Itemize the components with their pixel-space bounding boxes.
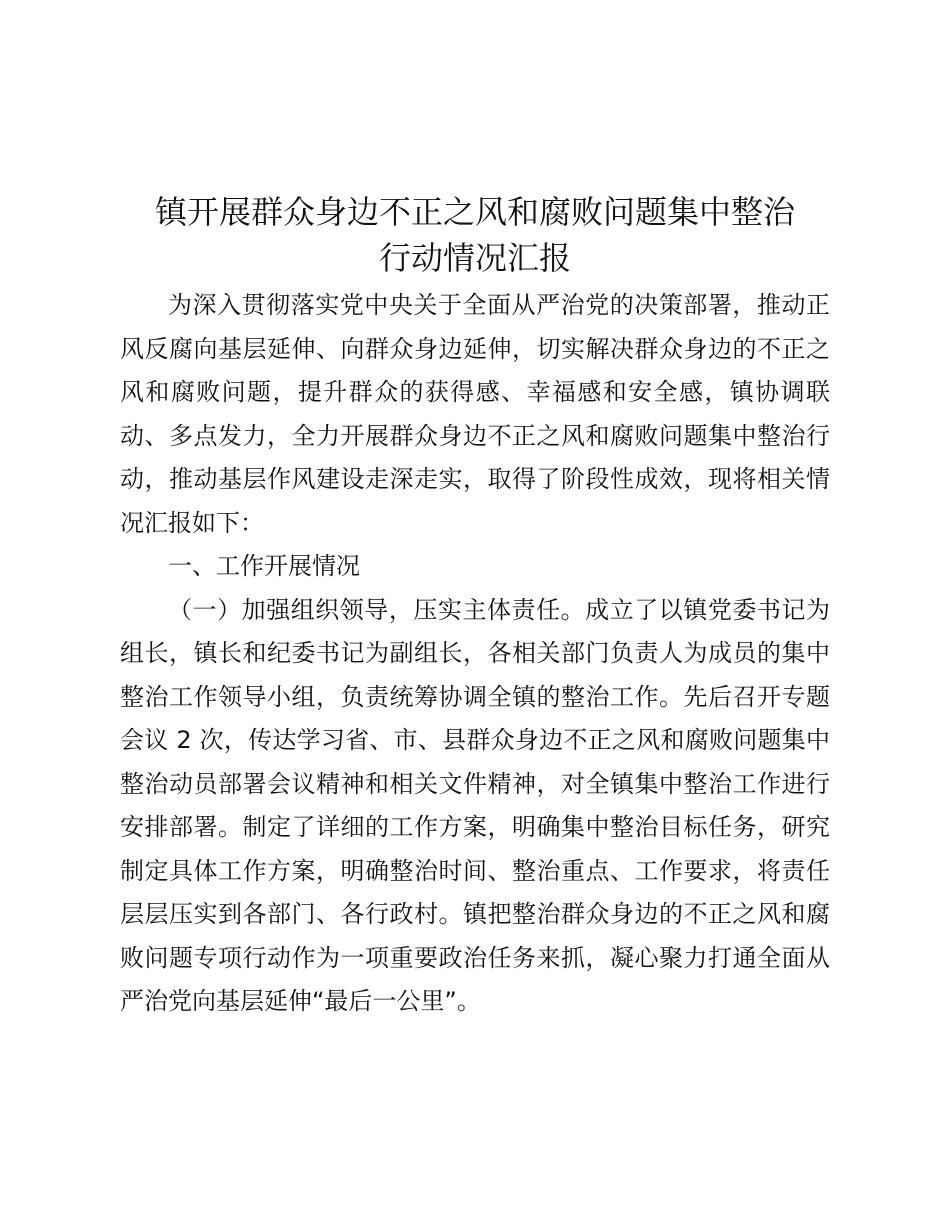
title-line-2: 行动情况汇报 xyxy=(378,239,571,278)
intro-paragraph: 为深入贯彻落实党中央关于全面从严治党的决策部署，推动正风反腐向基层延伸、向群众身边延伸，切实解决群众身边的不正之风和腐败问题，提升群众的获得感、幸福感和安全感，镇协调联动、多点发力，全力开展群众身边不正之风和腐败问题集中整治行动，推动基层作风建设走深走实，取得了阶段性成效，现将相关情况汇报如下： xyxy=(120,291,830,537)
document-body xyxy=(120,284,830,1024)
section-1-paragraph-1: （一）加强组织领导，压实主体责任。成立了以镇党委书记为组长，镇长和纪委书记为副组长，各相关部门负责人为成员的集中整治工作领导小组，负责统筹协调全镇的整治工作。先后召开专题会议 2 次，传达学习省、市、县群众身边不正之风和腐败问题集中整治动员部署会议精神和相关文件精神，对全镇集中整治工作进行安排部署。制定了详细的工作方案，明确集中整治目标任务，研究制定具体工作方案，明确整治时间、整治重点、工作要求，将责任层层压实到各部门、各行政村。镇把整治群众身边的不正之风和腐败问题专项行动作为一项重要政治任务来抓，凝心聚力打通全面从严治党向基层延伸“最后一公里”。 xyxy=(120,595,830,1015)
document-title xyxy=(120,189,830,281)
section-1-heading: 一、工作开展情况 xyxy=(168,552,360,580)
title-line-1: 镇开展群众身边不正之风和腐败问题集中整治 xyxy=(154,193,795,232)
